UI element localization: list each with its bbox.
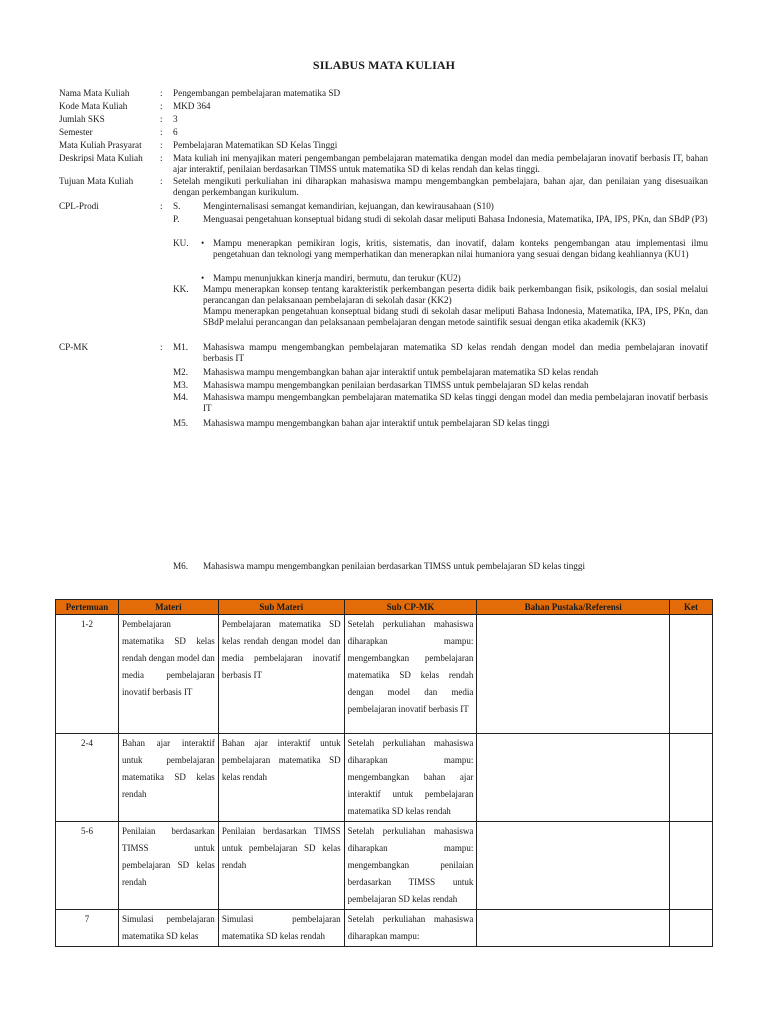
cpl-text: Mampu menerapkan pengetahuan konseptual bidang studi di sekolah dasar meliputi Bahasa Indonesia, Matematika, IPA, IPS, PKn, dan SBdP melalui perancangan dan pelaksanaan pembelajaran dengan metode saintifik sesuai dengan etika akademik (KK3) [203, 306, 708, 327]
table-row [56, 910, 713, 947]
info-label: Tujuan Mata Kuliah [59, 176, 134, 186]
ku-bullet-text: Mampu menunjukkan kinerja mandiri, bermutu, dan terukur (KU2) [213, 273, 461, 283]
cpmk-code: M6. [173, 561, 189, 571]
cell-sub-cpmk: Setelah perkuliahan mahasiswa diharapkan mampu: mengembangkan penilaian berdasarkan TIMSS untuk pembelajaran SD kelas rendah [344, 822, 477, 910]
info-value: Setelah mengikuti perkuliahan ini diharapkan mahasiswa mampu mengembangkan pembelajara, bahan ajar, dan penilaian yang disesuaikan dengan perkembangan kurikulum. [173, 176, 708, 197]
cpl-code: KU. [173, 238, 189, 248]
cell-pustaka [477, 734, 670, 822]
info-colon: : [160, 127, 163, 137]
cpmk-code: M3. [173, 380, 189, 390]
cell-pertemuan: 5-6 [56, 822, 119, 910]
info-label: Kode Mata Kuliah [59, 101, 128, 111]
info-value: Pembelajaran Matematikan SD Kelas Tinggi [173, 140, 338, 150]
cell-sub-cpmk: Setelah perkuliahan mahasiswa diharapkan mampu: mengembangkan bahan ajar interaktif untuk pembelajaran matematika SD kelas rendah [344, 734, 477, 822]
info-value: 6 [173, 127, 178, 137]
cell-pertemuan: 1-2 [56, 615, 119, 734]
cpmk-text: Mahasiswa mampu mengembangkan pembelajaran matematika SD kelas rendah dengan model dan media pembelajaran inovatif berbasis IT [203, 342, 708, 363]
cell-materi: Penilaian berdasarkan TIMSS untuk pembelajaran SD kelas rendah [118, 822, 218, 910]
table-row [56, 615, 713, 734]
info-value: Pengembangan pembelajaran matematika SD [173, 88, 341, 98]
cell-sub-cpmk: Setelah perkuliahan mahasiswa diharapkan mampu: [344, 910, 477, 947]
cell-materi: Simulasi pembelajaran matematika SD kelas [118, 910, 218, 947]
table-header-row [56, 600, 713, 615]
cell-pustaka [477, 822, 670, 910]
table-row [56, 734, 713, 822]
info-colon: : [160, 88, 163, 98]
header-materi: Materi [118, 600, 218, 615]
table-row [56, 822, 713, 910]
cell-ket [670, 615, 713, 734]
info-colon: : [160, 176, 163, 186]
cpl-code: P. [173, 214, 180, 224]
info-colon: : [160, 201, 163, 211]
info-label: Semester [59, 127, 93, 137]
info-label: CP-MK [59, 342, 89, 352]
cpmk-text: Mahasiswa mampu mengembangkan penilaian berdasarkan TIMSS untuk pembelajaran SD kelas tinggi [203, 561, 586, 571]
cell-ket [670, 822, 713, 910]
cpl-text: Menguasai pengetahuan konseptual bidang studi di sekolah dasar meliputi Bahasa Indonesia, Matematika, IPA, IPS, PKn, dan SBdP (P3) [203, 214, 708, 224]
cpl-text: Mampu menerapkan konsep tentang karakteristik perkembangan peserta didik baik perkembangan fisik, psikologis, dan sosial melalui perancangan dan pelaksanaan pembelajaran di sekolah dasar (KK2) [203, 284, 708, 305]
info-label: Deskripsi Mata Kuliah [59, 153, 143, 163]
cell-sub-materi: Bahan ajar interaktif untuk pembelajaran matematika SD kelas rendah [218, 734, 344, 822]
info-colon: : [160, 140, 163, 150]
cpl-code: S. [173, 201, 181, 211]
cpmk-code: M4. [173, 392, 189, 402]
cpl-code: KK. [173, 284, 189, 294]
cell-sub-materi: Penilaian berdasarkan TIMSS untuk pembelajaran SD kelas rendah [218, 822, 344, 910]
cpmk-code: M2. [173, 367, 189, 377]
info-colon: : [160, 342, 163, 352]
bullet-icon: • [201, 238, 205, 248]
info-value: Mata kuliah ini menyajikan materi pengembangan pembelajaran matematika dengan model dan media pembelajaran inovatif berbasis IT, bahan ajar interaktif, penilaian berdasarkan TIMSS untuk matematika SD di kelas rendah dan kelas tinggi. [173, 153, 708, 174]
cell-ket [670, 910, 713, 947]
cpmk-text: Mahasiswa mampu mengembangkan bahan ajar interaktif untuk pembelajaran matematika SD kelas rendah [203, 367, 599, 377]
info-value: 3 [173, 114, 178, 124]
ku-bullet-text: Mampu menerapkan pemikiran logis, kritis, sistematis, dan inovatif, dalam konteks pengembangan atau implementasi ilmu pengetahuan dan teknologi yang memperhatikan dan menerapkan nilai humaniora yang sesuai dengan bidang keahliannya (KU1) [213, 238, 708, 259]
cell-pertemuan: 2-4 [56, 734, 119, 822]
header-sub-materi: Sub Materi [218, 600, 344, 615]
cell-sub-materi: Pembelajaran matematika SD kelas rendah dengan model dan media pembelajaran inovatif berbasis IT [218, 615, 344, 734]
cell-materi: Pembelajaran matematika SD kelas rendah dengan model dan media pembelajaran inovatif berbasis IT [118, 615, 218, 734]
cpl-text: Menginternalisasi semangat kemandirian, kejuangan, dan kewirausahaan (S10) [203, 201, 494, 211]
cpmk-code: M5. [173, 418, 189, 428]
info-value: MKD 364 [173, 101, 211, 111]
document-title: SILABUS MATA KULIAH [312, 58, 456, 72]
header-ket: Ket [670, 600, 713, 615]
cell-sub-materi: Simulasi pembelajaran matematika SD kelas rendah [218, 910, 344, 947]
cell-sub-cpmk: Setelah perkuliahan mahasiswa diharapkan mampu: mengembangkan pembelajaran matematika SD kelas rendah dengan model dan media pembelajaran inovatif berbasis IT [344, 615, 477, 734]
info-label: Nama Mata Kuliah [59, 88, 130, 98]
header-sub-cpmk: Sub CP-MK [344, 600, 477, 615]
info-label: Jumlah SKS [59, 114, 105, 124]
cell-materi: Bahan ajar interaktif untuk pembelajaran matematika SD kelas rendah [118, 734, 218, 822]
cpmk-text: Mahasiswa mampu mengembangkan bahan ajar interaktif untuk pembelajaran SD kelas tinggi [203, 418, 550, 428]
bullet-icon: • [201, 273, 205, 283]
header-pustaka: Bahan Pustaka/Referensi [477, 600, 670, 615]
info-colon: : [160, 153, 163, 163]
header-pertemuan: Pertemuan [56, 600, 119, 615]
cell-pustaka [477, 910, 670, 947]
info-label: CPL-Prodi [59, 201, 99, 211]
cpmk-text: Mahasiswa mampu mengembangkan pembelajaran matematika SD kelas tinggi dengan model dan media pembelajaran inovatif berbasis IT [203, 392, 708, 413]
cpmk-text: Mahasiswa mampu mengembangkan penilaian berdasarkan TIMSS untuk pembelajaran SD kelas rendah [203, 380, 589, 390]
info-label: Mata Kuliah Prasyarat [59, 140, 142, 150]
cell-pustaka [477, 615, 670, 734]
cell-ket [670, 734, 713, 822]
cpmk-code: M1. [173, 342, 189, 352]
info-colon: : [160, 114, 163, 124]
syllabus-table [55, 599, 713, 947]
cell-pertemuan: 7 [56, 910, 119, 947]
info-colon: : [160, 101, 163, 111]
